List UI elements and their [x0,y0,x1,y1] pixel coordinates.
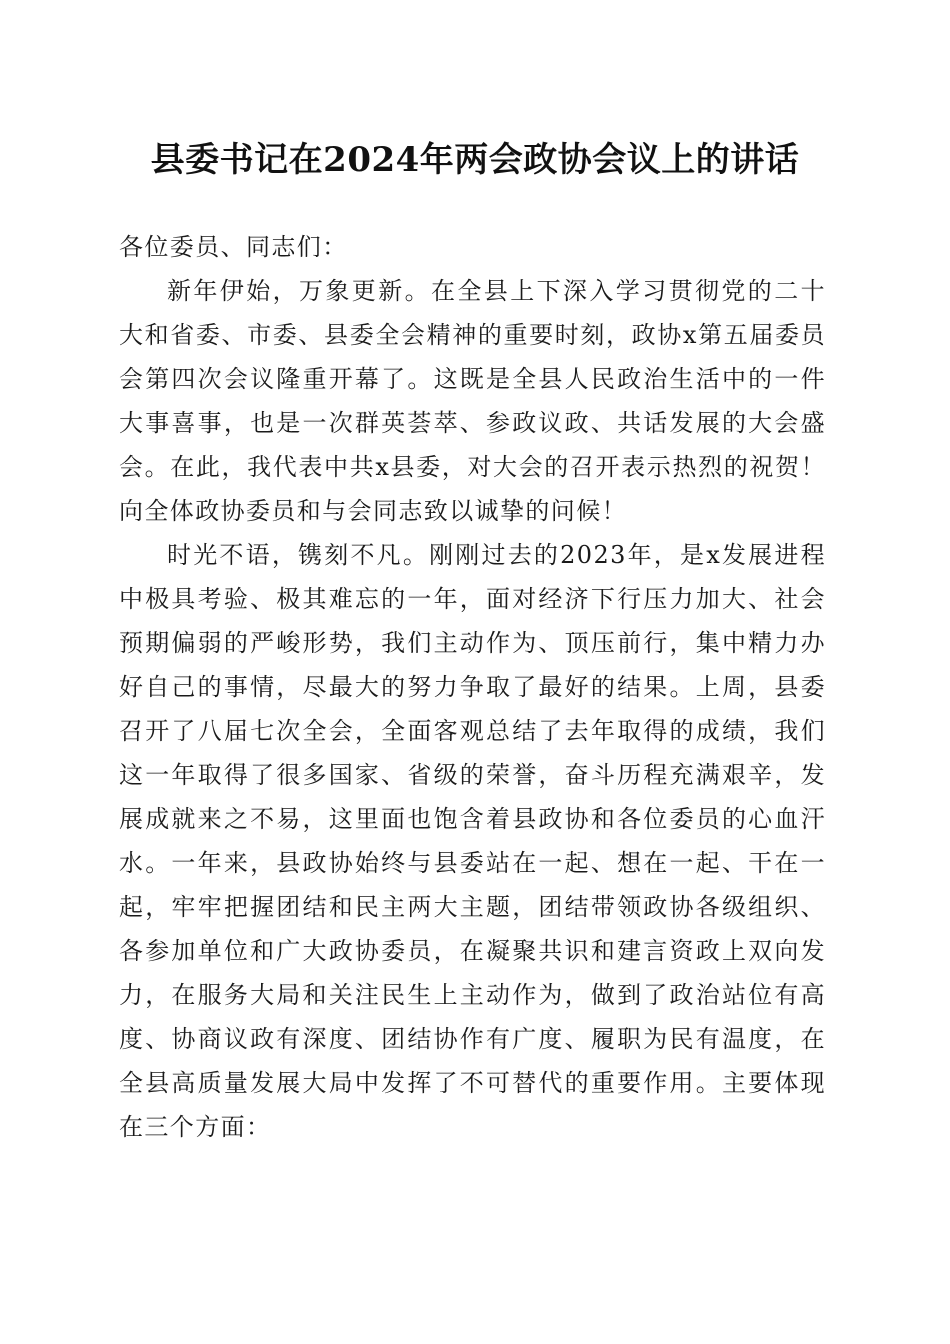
document-body [119,225,826,1149]
salutation: 各位委员、同志们： [119,233,348,261]
document-title: 县委书记在2024年两会政协会议上的讲话 [150,140,800,180]
paragraph-opening: 新年伊始，万象更新。在全县上下深入学习贯彻党的二十大和省委、市委、县委全会精神的重要时刻，政协x第五届委员会第四次会议隆重开幕了。这既是全县人民政治生活中的一件大事喜事，也是一次群英荟萃、参政议政、共话发展的大会盛会。在此，我代表中共x县委，对大会的召开表示热烈的祝贺！向全体政协委员和与会同志致以诚挚的问候！ [119,277,826,525]
paragraph-review: 时光不语，镌刻不凡。刚刚过去的2023年，是x发展进程中极具考验、极其难忘的一年，面对经济下行压力加大、社会预期偏弱的严峻形势，我们主动作为、顶压前行，集中精力办好自己的事情，尽最大的努力争取了最好的结果。上周，县委召开了八届七次全会，全面客观总结了去年取得的成绩，我们这一年取得了很多国家、省级的荣誉，奋斗历程充满艰辛，发展成就来之不易，这里面也饱含着县政协和各位委员的心血汗水。一年来，县政协始终与县委站在一起、想在一起、干在一起，牢牢把握团结和民主两大主题，团结带领政协各级组织、各参加单位和广大政协委员，在凝聚共识和建言资政上双向发力，在服务大局和关注民生上主动作为，做到了政治站位有高度、协商议政有深度、团结协作有广度、履职为民有温度，在全县高质量发展大局中发挥了不可替代的重要作用。主要体现在三个方面： [119,541,826,1141]
